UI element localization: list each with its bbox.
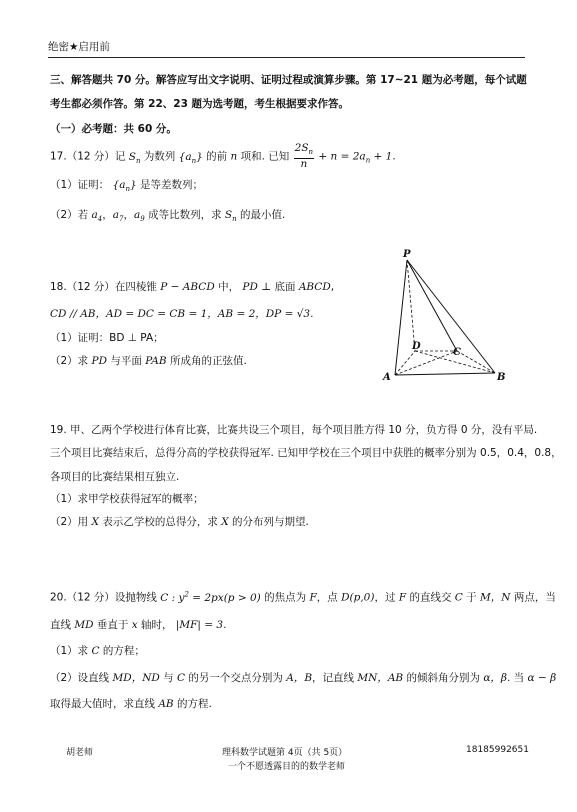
q17-p2-label: （2）若 bbox=[50, 209, 89, 221]
q17-fraction: $\frac{2S_n}{n}$ bbox=[294, 142, 314, 171]
q20-MF: |MF| = 3. bbox=[175, 619, 227, 631]
q20-l2a: 直线 bbox=[50, 619, 71, 631]
q17-a9: $a_9$ bbox=[134, 209, 145, 224]
q20-l1e: 的直线交 bbox=[409, 591, 452, 604]
q17-eq-rest: + n = 2a bbox=[318, 150, 366, 163]
q17-a4: $a_4$ bbox=[91, 209, 103, 224]
q17-mid3: 项和. 已知 bbox=[240, 150, 290, 163]
q20-C3: C bbox=[177, 672, 186, 684]
label-B: B bbox=[497, 372, 506, 383]
q20-x: x bbox=[131, 619, 138, 631]
q17-part1 bbox=[50, 178, 203, 196]
edge-AB bbox=[395, 373, 495, 375]
footer-left: 胡老师 bbox=[66, 748, 94, 758]
q18-l1b: 中， bbox=[218, 281, 240, 293]
q17-part2 bbox=[50, 208, 285, 226]
q20-MD: MD bbox=[74, 619, 94, 631]
q17-frac-num: 2S bbox=[294, 142, 309, 154]
q20-C2: C bbox=[91, 645, 100, 657]
q17-Sn: $S_n$ bbox=[128, 150, 141, 165]
header-label: 绝密★启用前 bbox=[48, 41, 110, 53]
q17-eq-end: + 1. bbox=[373, 150, 396, 163]
q20-p2f: 当 bbox=[513, 672, 525, 684]
q18-line1: 18.（12 分）在四棱锥 P − ABCD 中， PD ⊥ 底面 ABCD, bbox=[50, 281, 335, 293]
q20-diff: α − β bbox=[527, 672, 557, 684]
q17-an-set: $\{a_n\}$ bbox=[178, 150, 203, 165]
q17-n: n bbox=[230, 150, 238, 163]
q17-mid2: 的前 bbox=[206, 150, 228, 163]
q20-p2c: 的另一个交点分别为 bbox=[188, 672, 283, 684]
q20-F2: F bbox=[398, 591, 407, 604]
q20-p2e: 的倾斜角分别为 bbox=[406, 672, 480, 684]
label-D: D bbox=[412, 341, 421, 352]
footer-center: 理科数学试题第 4页（共 5页） bbox=[222, 748, 348, 758]
q18-pyramid: P − ABCD bbox=[160, 281, 215, 293]
q18-PD: PD bbox=[91, 355, 108, 367]
required-heading: （一）必考题：共 60 分。 bbox=[50, 123, 177, 135]
q20-C1: C bbox=[454, 591, 463, 604]
q20-l1g: 两点，当 bbox=[513, 591, 556, 604]
label-A: A bbox=[383, 372, 391, 383]
q20-l2b: 垂直于 bbox=[96, 619, 129, 631]
q18-PAB: PAB bbox=[145, 355, 167, 367]
q19-line3: 各项目的比赛结果相互独立. bbox=[50, 471, 180, 483]
q20-p2b: 与 bbox=[163, 672, 174, 684]
q20-angles: α，β. bbox=[483, 672, 511, 684]
footer-right: 18185992651 bbox=[466, 745, 529, 755]
q19-part1: （1）求甲学校获得冠军的概率； bbox=[50, 493, 204, 505]
section-intro-line2: 考生都必须作答。第 22、23 题为选考题，考生根据要求作答。 bbox=[50, 98, 350, 110]
q20-p2a: （2）设直线 bbox=[50, 672, 110, 684]
footer-sub: 一个不愿透露目的的数学老师 bbox=[228, 762, 346, 772]
q17-stem: 17.（12 分）记 $S_n$ 为数列 $\{a_n\}$ 的前 n 项和. 已知 $\frac{2S_n}{n}$ + $n = 2a_n + 1$. bbox=[50, 142, 396, 171]
q18-part2 bbox=[50, 354, 247, 368]
edge-AC bbox=[395, 351, 457, 375]
q18-part1: （1）证明：BD ⊥ PA； bbox=[50, 332, 164, 344]
q20-llb: 的方程. bbox=[177, 698, 212, 710]
section-intro-line1: 三、解答题共 70 分。解答应写出文字说明、证明过程或演算步骤。第 17~21 题为必考题，每个试题 bbox=[50, 74, 527, 86]
q18-line2: CD // AB，AD = DC = CB = 1，AB = 2，DP = √3. bbox=[50, 308, 314, 320]
q20-l1c: ，点 bbox=[316, 591, 338, 604]
q17-p2-text: 成等比数列，求 bbox=[148, 209, 222, 221]
header-rule bbox=[48, 57, 525, 58]
q20-lla: 取得最大值时，求直线 bbox=[50, 698, 155, 710]
q17-p1-set: $\{a_n\}$ bbox=[112, 179, 137, 194]
q18-p2b: 与平面 bbox=[110, 355, 142, 367]
label-P: P bbox=[403, 249, 411, 260]
q20-line1 bbox=[50, 587, 556, 605]
q19-part2 bbox=[50, 515, 309, 529]
edge-PA bbox=[395, 260, 407, 375]
q19-X1: X bbox=[91, 516, 100, 528]
q20-l1f: 于 bbox=[466, 591, 477, 604]
q17-p1-text: 是等差数列； bbox=[140, 179, 204, 191]
edge-PB bbox=[407, 260, 495, 373]
q20-MD-ND: MD，ND bbox=[112, 672, 160, 684]
q17-p2-Sn: $S_n$ bbox=[224, 209, 237, 224]
q20-AB1: A，B bbox=[286, 672, 313, 684]
q20-F1: F bbox=[309, 591, 317, 604]
label-C: C bbox=[453, 347, 461, 358]
q20-AB2: AB bbox=[158, 698, 174, 710]
q18-l1c: 底面 bbox=[274, 281, 296, 293]
q18-base: ABCD bbox=[298, 281, 331, 293]
q20-part1 bbox=[50, 644, 145, 658]
q17-frac-den: n bbox=[300, 158, 308, 171]
q20-part2 bbox=[50, 671, 556, 685]
q17-mid1: 为数列 bbox=[143, 150, 176, 163]
q19-p2c: 的分布列与期望. bbox=[232, 516, 309, 528]
edge-CB bbox=[457, 351, 495, 373]
q20-l1b: 的焦点为 bbox=[264, 591, 307, 604]
q17-p2-sep2: ， bbox=[123, 209, 134, 221]
q17-p1-label: （1）证明： bbox=[50, 179, 110, 191]
q20-p1b: 的方程； bbox=[102, 645, 145, 657]
q17-p2-end: 的最小值. bbox=[239, 209, 286, 221]
q20-l2c: 轴时， bbox=[140, 619, 173, 631]
pyramid-figure bbox=[375, 245, 525, 390]
q17-num: 17.（12 分）记 bbox=[50, 150, 126, 163]
q20-l1a: 20.（12 分）设抛物线 bbox=[50, 591, 157, 604]
q18-l1a: 18.（12 分）在四棱锥 bbox=[50, 281, 157, 293]
q17-a7: $a_7$ bbox=[112, 209, 124, 224]
q20-parabola: C : $y^2 = 2px(p > 0)$ bbox=[160, 590, 261, 604]
q18-p2c: 所成角的正弦值. bbox=[169, 355, 247, 367]
q20-p2d: ，记直线 bbox=[312, 672, 355, 684]
q19-line1: 19. 甲、乙两个学校进行体育比赛，比赛共设三个项目，每个项目胜方得 10 分，负方得 0 分，没有平局. bbox=[50, 424, 538, 436]
edge-PD bbox=[407, 260, 415, 351]
q20-Dpoint: D(p,0) bbox=[341, 591, 375, 604]
q19-X2: X bbox=[221, 516, 229, 528]
q20-p1a: （1）求 bbox=[50, 645, 89, 657]
q17-p2-sep1: ， bbox=[102, 209, 113, 221]
q19-p2a: （2）用 bbox=[50, 516, 89, 528]
q19-p2b: 表示乙学校的总得分，求 bbox=[102, 516, 218, 528]
q20-line2 bbox=[50, 618, 226, 632]
q18-perp: PD ⊥ bbox=[242, 281, 272, 293]
q20-last bbox=[50, 697, 212, 711]
edge-PC bbox=[407, 260, 457, 351]
q19-line2: 三个项目比赛结束后，总得分高的学校获得冠军. 已知甲学校在三个项目中获胜的概率分别为 0.5，0.4，0.8， bbox=[50, 447, 562, 459]
q20-MN: M，N bbox=[480, 591, 511, 604]
q20-l1d: ，过 bbox=[374, 591, 396, 604]
q20-MN-AB: MN，AB bbox=[357, 672, 404, 684]
q18-p2a: （2）求 bbox=[50, 355, 89, 367]
